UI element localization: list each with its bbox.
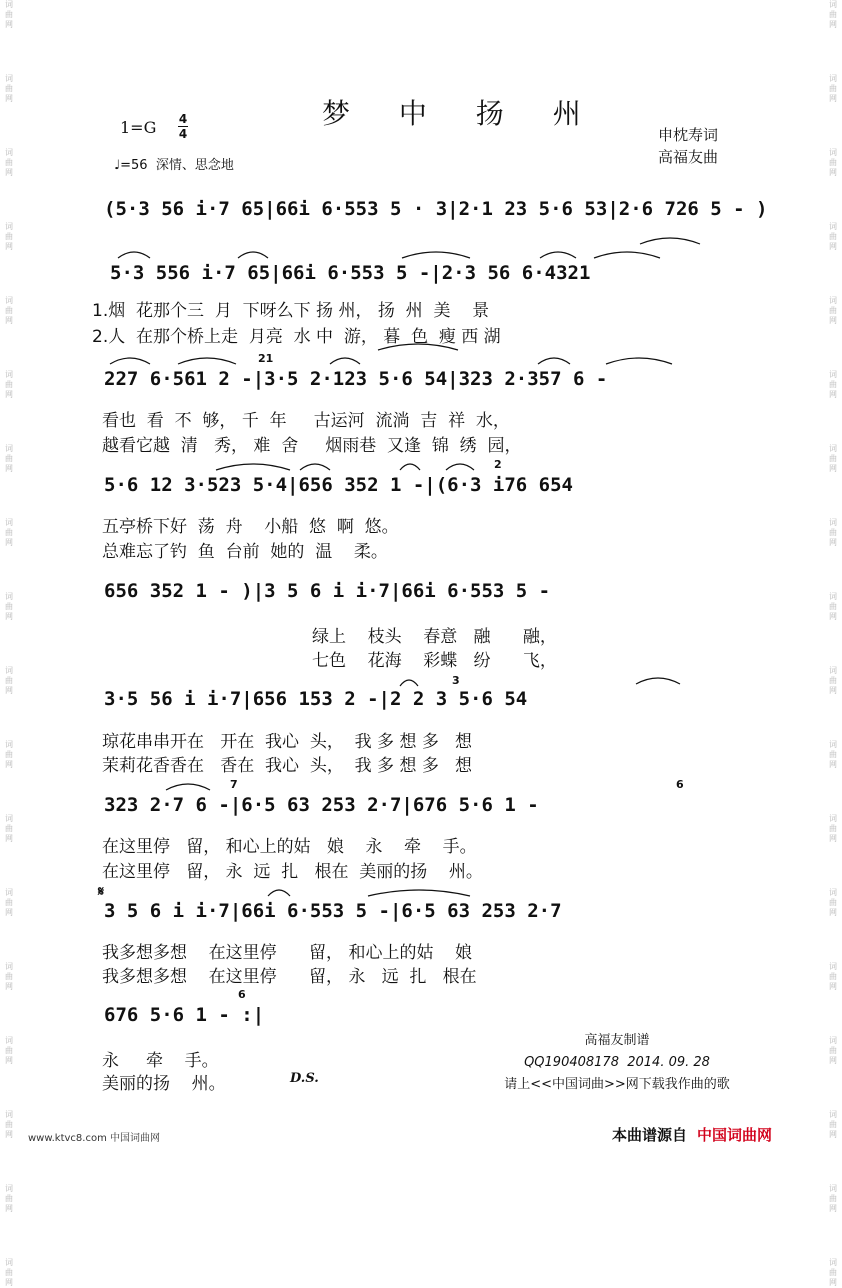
- watermark-char: 曲: [829, 1194, 837, 1203]
- watermark-char: 词: [5, 518, 13, 527]
- watermark-char: 曲: [829, 824, 837, 833]
- watermark-char: 网: [5, 538, 13, 547]
- score-row-3: 5·6 12 3·523 5·4|656 352 1 -|(6·3 i76 654: [104, 474, 573, 496]
- watermark-char: 曲: [829, 84, 837, 93]
- watermark-block: [829, 592, 837, 622]
- watermark-char: 曲: [829, 1046, 837, 1055]
- watermark-char: 网: [829, 390, 837, 399]
- grace-note-mark: 3: [452, 674, 460, 687]
- watermark-char: 网: [5, 1130, 13, 1139]
- watermark-block: [5, 370, 13, 400]
- watermark-char: 词: [829, 1036, 837, 1045]
- watermark-char: 词: [5, 444, 13, 453]
- watermark-char: 词: [5, 222, 13, 231]
- watermark-char: 词: [5, 370, 13, 379]
- watermark-block: [829, 814, 837, 844]
- watermark-char: 词: [5, 1036, 13, 1045]
- watermark-char: 曲: [829, 1120, 837, 1129]
- key-signature: 1=G: [120, 118, 157, 137]
- segno-sign: 𝄋: [98, 884, 105, 900]
- watermark-char: 词: [829, 74, 837, 83]
- watermark-char: 曲: [829, 898, 837, 907]
- watermark-char: 曲: [829, 306, 837, 315]
- watermark-char: 网: [5, 316, 13, 325]
- watermark-block: [829, 74, 837, 104]
- lyric-row-2a: 看也 看 不 够， 千 年 古运河 流淌 吉 祥 水，: [102, 411, 510, 431]
- watermark-char: 网: [829, 1056, 837, 1065]
- watermark-char: 网: [5, 834, 13, 843]
- watermark-char: 曲: [5, 528, 13, 537]
- lyric-row-4b: 七色 花海 彩蝶 纷 飞，: [312, 651, 557, 671]
- watermark-block: [829, 666, 837, 696]
- watermark-char: 词: [829, 222, 837, 231]
- watermark-char: 曲: [829, 972, 837, 981]
- watermark-block: [829, 222, 837, 252]
- watermark-block: [5, 814, 13, 844]
- footer-source: [612, 1124, 772, 1145]
- watermark-char: 网: [5, 1204, 13, 1213]
- slur-arc: [446, 464, 474, 470]
- lyric-row-3a: 五亭桥下好 荡 舟 小船 悠 啊 悠。: [102, 517, 399, 537]
- watermark-char: 网: [5, 464, 13, 473]
- watermark-char: 曲: [829, 158, 837, 167]
- watermark-char: 曲: [5, 232, 13, 241]
- watermark-char: 网: [829, 94, 837, 103]
- watermark-block: [5, 222, 13, 252]
- slur-arc: [268, 890, 290, 896]
- slur-arc: [400, 680, 418, 686]
- watermark-block: [829, 1110, 837, 1140]
- watermark-block: [5, 592, 13, 622]
- score-row-7: 3 5 6 i i·7|66i 6·553 5 -|6·5 63 253 2·7: [104, 900, 562, 922]
- watermark-char: 词: [829, 592, 837, 601]
- watermark-char: 曲: [829, 10, 837, 19]
- song-credits: [658, 124, 718, 168]
- score-row-1: 5·3 556 i·7 65|66i 6·553 5 -|2·3 56 6·4321: [110, 262, 591, 284]
- watermark-char: 网: [829, 686, 837, 695]
- watermark-char: 词: [829, 888, 837, 897]
- score-row-5: 3·5 56 i i·7|656 153 2 -|2 2 3 5·6 54: [104, 688, 528, 710]
- watermark-char: 词: [5, 1110, 13, 1119]
- watermark-char: 网: [829, 908, 837, 917]
- contact-date: QQ190408178 2014. 09. 28: [524, 1055, 710, 1070]
- watermark-block: [829, 1184, 837, 1214]
- watermark-char: 词: [5, 740, 13, 749]
- watermark-char: 曲: [5, 1194, 13, 1203]
- watermark-char: 词: [829, 740, 837, 749]
- score-row-4: 656 352 1 - )|3 5 6 i i·7|66i 6·553 5 -: [104, 580, 551, 602]
- slur-arc: [238, 252, 268, 258]
- watermark-char: 词: [5, 296, 13, 305]
- watermark-block: [829, 370, 837, 400]
- slur-arc: [402, 252, 470, 258]
- watermark-block: [5, 666, 13, 696]
- watermark-char: 网: [829, 168, 837, 177]
- left-watermark: [2, 0, 16, 1287]
- watermark-char: 词: [5, 592, 13, 601]
- watermark-char: 网: [829, 834, 837, 843]
- watermark-block: [829, 1258, 837, 1288]
- watermark-char: 词: [829, 1258, 837, 1267]
- watermark-block: [5, 444, 13, 474]
- watermark-char: 网: [5, 20, 13, 29]
- time-bottom: 4: [178, 127, 188, 141]
- watermark-char: 词: [5, 962, 13, 971]
- lyric-row-8b: 美丽的扬 州。: [102, 1074, 226, 1094]
- watermark-char: 词: [5, 888, 13, 897]
- transcription-credit: [492, 1030, 742, 1096]
- watermark-char: 曲: [5, 1046, 13, 1055]
- watermark-block: [5, 1184, 13, 1214]
- slur-arc: [368, 890, 470, 896]
- watermark-char: 词: [829, 370, 837, 379]
- watermark-char: 曲: [829, 1268, 837, 1277]
- grace-note-mark: 21: [258, 352, 274, 365]
- slur-arc: [110, 358, 150, 364]
- watermark-char: 词: [829, 0, 837, 9]
- watermark-char: 曲: [829, 602, 837, 611]
- watermark-char: 网: [829, 1204, 837, 1213]
- watermark-char: 曲: [5, 602, 13, 611]
- watermark-block: [829, 444, 837, 474]
- watermark-char: 曲: [829, 676, 837, 685]
- slur-arc: [538, 358, 570, 364]
- grace-note-mark: 2: [494, 458, 502, 471]
- watermark-char: 曲: [5, 972, 13, 981]
- watermark-block: [5, 1110, 13, 1140]
- watermark-char: 网: [829, 612, 837, 621]
- lyric-row-7b: 我多想多想 在这里停 留， 永 远 扎 根在: [102, 967, 477, 987]
- lyric-row-2b: 越看它越 清 秀， 难 舍 烟雨巷 又逢 锦 绣 园，: [102, 436, 522, 456]
- slur-arc: [118, 252, 150, 258]
- watermark-char: 曲: [5, 306, 13, 315]
- watermark-char: 曲: [5, 158, 13, 167]
- watermark-block: [829, 1036, 837, 1066]
- watermark-char: 网: [5, 686, 13, 695]
- watermark-char: 曲: [5, 750, 13, 759]
- watermark-char: 网: [829, 1130, 837, 1139]
- lyric-row-6a: 在这里停 留， 和心上的姑 娘 永 牵 手。: [102, 837, 477, 857]
- watermark-char: 词: [829, 148, 837, 157]
- watermark-char: 词: [5, 1184, 13, 1193]
- right-watermark: [826, 0, 840, 1287]
- watermark-char: 曲: [5, 1268, 13, 1277]
- slur-arc: [636, 678, 680, 684]
- slur-arc: [540, 252, 576, 258]
- lyricist: 申枕寿词: [658, 126, 719, 144]
- watermark-char: 曲: [5, 454, 13, 463]
- watermark-char: 网: [5, 612, 13, 621]
- slur-arc: [330, 358, 360, 364]
- watermark-char: 曲: [5, 824, 13, 833]
- watermark-block: [829, 148, 837, 178]
- watermark-char: 词: [5, 0, 13, 9]
- watermark-block: [5, 518, 13, 548]
- watermark-block: [5, 74, 13, 104]
- watermark-block: [5, 962, 13, 992]
- lyric-row-6b: 在这里停 留， 永 远 扎 根在 美丽的扬 州。: [102, 862, 483, 882]
- slur-arc: [178, 358, 236, 364]
- watermark-char: 词: [829, 444, 837, 453]
- watermark-char: 网: [829, 982, 837, 991]
- watermark-char: 词: [829, 814, 837, 823]
- watermark-char: 曲: [829, 750, 837, 759]
- footer-site[interactable]: www.ktvc8.com 中国词曲网: [28, 1133, 161, 1144]
- watermark-char: 曲: [5, 10, 13, 19]
- watermark-char: 网: [829, 316, 837, 325]
- watermark-char: 曲: [829, 528, 837, 537]
- watermark-block: [5, 740, 13, 770]
- slur-arc: [606, 358, 672, 364]
- watermark-char: 网: [829, 20, 837, 29]
- watermark-char: 词: [829, 666, 837, 675]
- score-row-8: 676 5·6 1 - :|: [104, 1004, 265, 1026]
- watermark-char: 网: [829, 760, 837, 769]
- watermark-block: [5, 148, 13, 178]
- watermark-char: 曲: [829, 232, 837, 241]
- lyric-row-8a: 永 牵 手。: [102, 1051, 219, 1071]
- watermark-char: 词: [829, 962, 837, 971]
- watermark-char: 网: [5, 982, 13, 991]
- watermark-char: 词: [5, 148, 13, 157]
- watermark-char: 词: [829, 1184, 837, 1193]
- watermark-char: 网: [5, 1278, 13, 1287]
- slur-arc: [166, 784, 210, 790]
- grace-note-mark: 7: [230, 778, 238, 791]
- watermark-block: [5, 1258, 13, 1288]
- score-row-2: 227 6·561 2 -|3·5 2·123 5·6 54|323 2·357 6 -: [104, 368, 608, 390]
- watermark-char: 词: [829, 1110, 837, 1119]
- watermark-char: 网: [5, 760, 13, 769]
- watermark-block: [5, 296, 13, 326]
- watermark-char: 网: [829, 538, 837, 547]
- watermark-block: [5, 1036, 13, 1066]
- watermark-block: [5, 0, 13, 30]
- lyric-row-5b: 茉莉花香香在 香在 我心 头， 我 多 想 多 想: [102, 756, 473, 776]
- source-site-link[interactable]: 中国词曲网: [697, 1126, 773, 1144]
- watermark-block: [829, 888, 837, 918]
- watermark-block: [829, 518, 837, 548]
- grace-note-mark: 6: [238, 988, 246, 1001]
- lyric-row-5a: 琼花串串开在 开在 我心 头， 我 多 想 多 想: [102, 732, 473, 752]
- lyric-row-1a: 1.烟 花那个三 月 下呀么下 扬 州， 扬 州 美 景: [92, 301, 490, 321]
- lyric-row-4a: 绿上 枝头 春意 融 融，: [312, 627, 557, 647]
- watermark-char: 网: [829, 1278, 837, 1287]
- score-row-6: 323 2·7 6 -|6·5 63 253 2·7|676 5·6 1 -: [104, 794, 539, 816]
- watermark-char: 词: [5, 74, 13, 83]
- watermark-char: 曲: [5, 898, 13, 907]
- slur-arc: [216, 464, 290, 470]
- grace-note-mark: 6: [676, 778, 684, 791]
- watermark-char: 网: [5, 242, 13, 251]
- composer: 高福友曲: [658, 148, 719, 166]
- source-label: 本曲谱源自: [612, 1126, 688, 1144]
- lyric-row-3b: 总难忘了钓 鱼 台前 她的 温 柔。: [102, 542, 388, 562]
- watermark-char: 网: [5, 908, 13, 917]
- song-title: 梦 中 扬 州: [322, 97, 601, 130]
- lyric-row-1b: 2.人 在那个桥上走 月亮 水 中 游， 暮 色 瘦 西 湖: [92, 327, 501, 347]
- watermark-char: 曲: [5, 380, 13, 389]
- watermark-block: [829, 296, 837, 326]
- watermark-char: 词: [5, 666, 13, 675]
- watermark-char: 网: [5, 168, 13, 177]
- watermark-char: 网: [5, 94, 13, 103]
- watermark-char: 网: [829, 242, 837, 251]
- slur-arc: [640, 238, 700, 244]
- lyric-row-7a: 我多想多想 在这里停 留， 和心上的姑 娘: [102, 943, 473, 963]
- time-signature: [176, 113, 190, 140]
- watermark-char: 曲: [5, 1120, 13, 1129]
- watermark-char: 网: [5, 1056, 13, 1065]
- watermark-char: 曲: [829, 380, 837, 389]
- watermark-block: [5, 888, 13, 918]
- slur-arc: [400, 464, 420, 470]
- watermark-block: [829, 740, 837, 770]
- watermark-char: 词: [5, 814, 13, 823]
- watermark-char: 词: [829, 518, 837, 527]
- transcriber: 高福友制谱: [584, 1033, 650, 1048]
- slur-arc: [300, 464, 330, 470]
- watermark-block: [829, 962, 837, 992]
- watermark-char: 词: [829, 296, 837, 305]
- watermark-char: 词: [5, 1258, 13, 1267]
- watermark-char: 曲: [829, 454, 837, 463]
- watermark-char: 曲: [5, 676, 13, 685]
- download-note: 请上<<中国词曲>>网下载我作曲的歌: [504, 1077, 730, 1092]
- dal-segno-mark: D.S.: [290, 1071, 319, 1086]
- slur-arc: [594, 252, 660, 258]
- watermark-char: 网: [5, 390, 13, 399]
- time-top: 4: [178, 112, 188, 126]
- tempo-marking: ♩=56 深情、思念地: [114, 158, 234, 173]
- watermark-block: [829, 0, 837, 30]
- watermark-char: 曲: [5, 84, 13, 93]
- score-row-0: (5·3 56 i·7 65|66i 6·553 5 · 3|2·1 23 5·6 53|2·6 726 5 - ): [104, 198, 768, 220]
- watermark-char: 网: [829, 464, 837, 473]
